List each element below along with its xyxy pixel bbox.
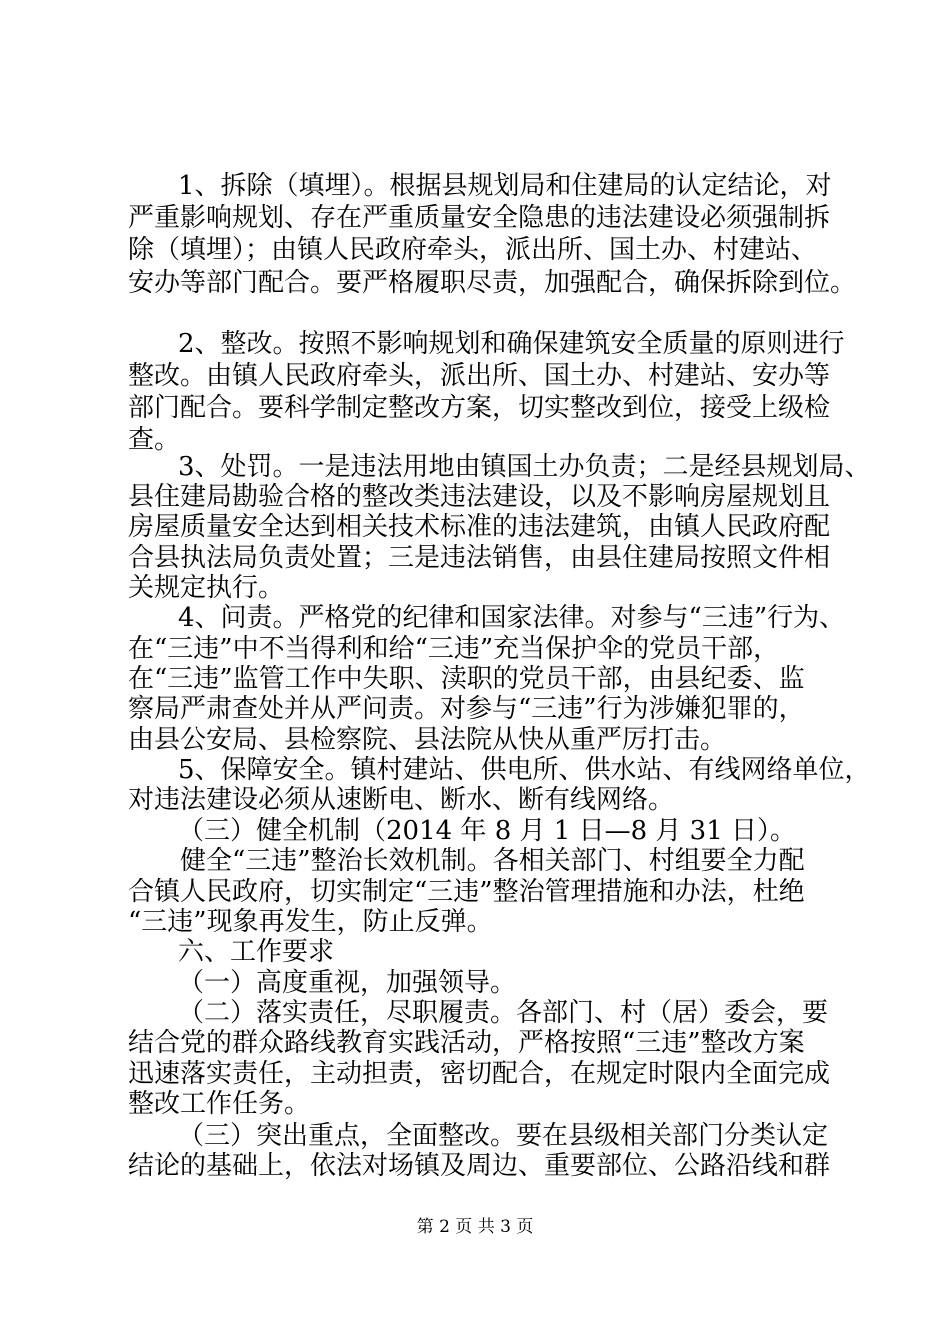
paragraph-line: 结论的基础上，依法对场镇及周边、重要部位、公路沿线和群 — [128, 1151, 831, 1181]
paragraph-line: 整改。由镇人民政府牵头，派出所、国土办、村建站、安办等 — [128, 361, 831, 391]
paragraph-line: 合县执法局负责处置；三是违法销售，由县住建局按照文件相 — [128, 543, 831, 573]
paragraph-line: 1、拆除（填埋）。根据县规划局和住建局的认定结论，对 — [178, 171, 832, 201]
paragraph-line: 健全“三违”整治长效机制。各相关部门、村组要全力配 — [180, 846, 805, 876]
paragraph-line: 除（填埋）；由镇人民政府牵头，派出所、国土办、村建站、 — [128, 235, 818, 265]
paragraph-line: 4、问责。严格党的纪律和国家法律。对参与“三违”行为、 — [178, 603, 846, 633]
section-heading: （一）高度重视，加强领导。 — [178, 968, 517, 998]
paragraph-line: 由县公安局、县检察院、县法院从快从重严厉打击。 — [128, 725, 727, 755]
paragraph-line: 部门配合。要科学制定整改方案，切实整改到位，接受上级检 — [128, 393, 831, 423]
paragraph-line: “三违”现象再发生，防止反弹。 — [128, 907, 493, 937]
page-footer: 第 2 页 共 3 页 — [416, 1217, 534, 1237]
paragraph-line: 察局严肃查处并从严问责。对参与“三违”行为涉嫌犯罪的， — [128, 694, 805, 724]
paragraph-line: 2、整改。按照不影响规划和确保建筑安全质量的原则进行 — [178, 329, 845, 359]
paragraph-line: 3、处罚。一是违法用地由镇国土办负责；二是经县规划局、 — [178, 452, 871, 482]
paragraph-line: 查。 — [128, 425, 181, 455]
paragraph-line: 关规定执行。 — [128, 573, 285, 603]
paragraph-line: 迅速落实责任，主动担责，密切配合，在规定时限内全面完成 — [128, 1059, 831, 1089]
section-heading: 六、工作要求 — [178, 937, 335, 967]
paragraph-line: 整改工作任务。 — [128, 1089, 311, 1119]
paragraph-line: 县住建局勘验合格的整改类违法建设，以及不影响房屋规划且 — [128, 482, 831, 512]
paragraph-line: 在“三违”监管工作中失职、渎职的党员干部，由县纪委、监 — [128, 664, 805, 694]
paragraph-line: 结合党的群众路线教育实践活动，严格按照“三违”整改方案 — [128, 1028, 805, 1058]
paragraph-line: 在“三违”中不当得利和给“三违”充当保护伞的党员干部， — [128, 634, 780, 664]
paragraph-line: 对违法建设必须从速断电、断水、断有线网络。 — [128, 785, 675, 815]
paragraph-line: 房屋质量安全达到相关技术标准的违法建筑，由镇人民政府配 — [128, 512, 831, 542]
paragraph-line: 安办等部门配合。要严格履职尽责，加强配合，确保拆除到位。 — [128, 268, 857, 298]
paragraph-line: （二）落实责任，尽职履责。各部门、村（居）委会，要 — [178, 998, 829, 1028]
paragraph-line: 严重影响规划、存在严重质量安全隐患的违法建设必须强制拆 — [128, 203, 831, 233]
paragraph-line: （三）突出重点，全面整改。要在县级相关部门分类认定 — [178, 1121, 829, 1151]
paragraph-line: 合镇人民政府，切实制定“三违”整治管理措施和办法，杜绝 — [128, 877, 805, 907]
section-heading: （三）健全机制（2014 年 8 月 1 日—8 月 31 日）。 — [178, 816, 796, 846]
paragraph-line: 5、保障安全。镇村建站、供电所、供水站、有线网络单位， — [178, 755, 871, 785]
